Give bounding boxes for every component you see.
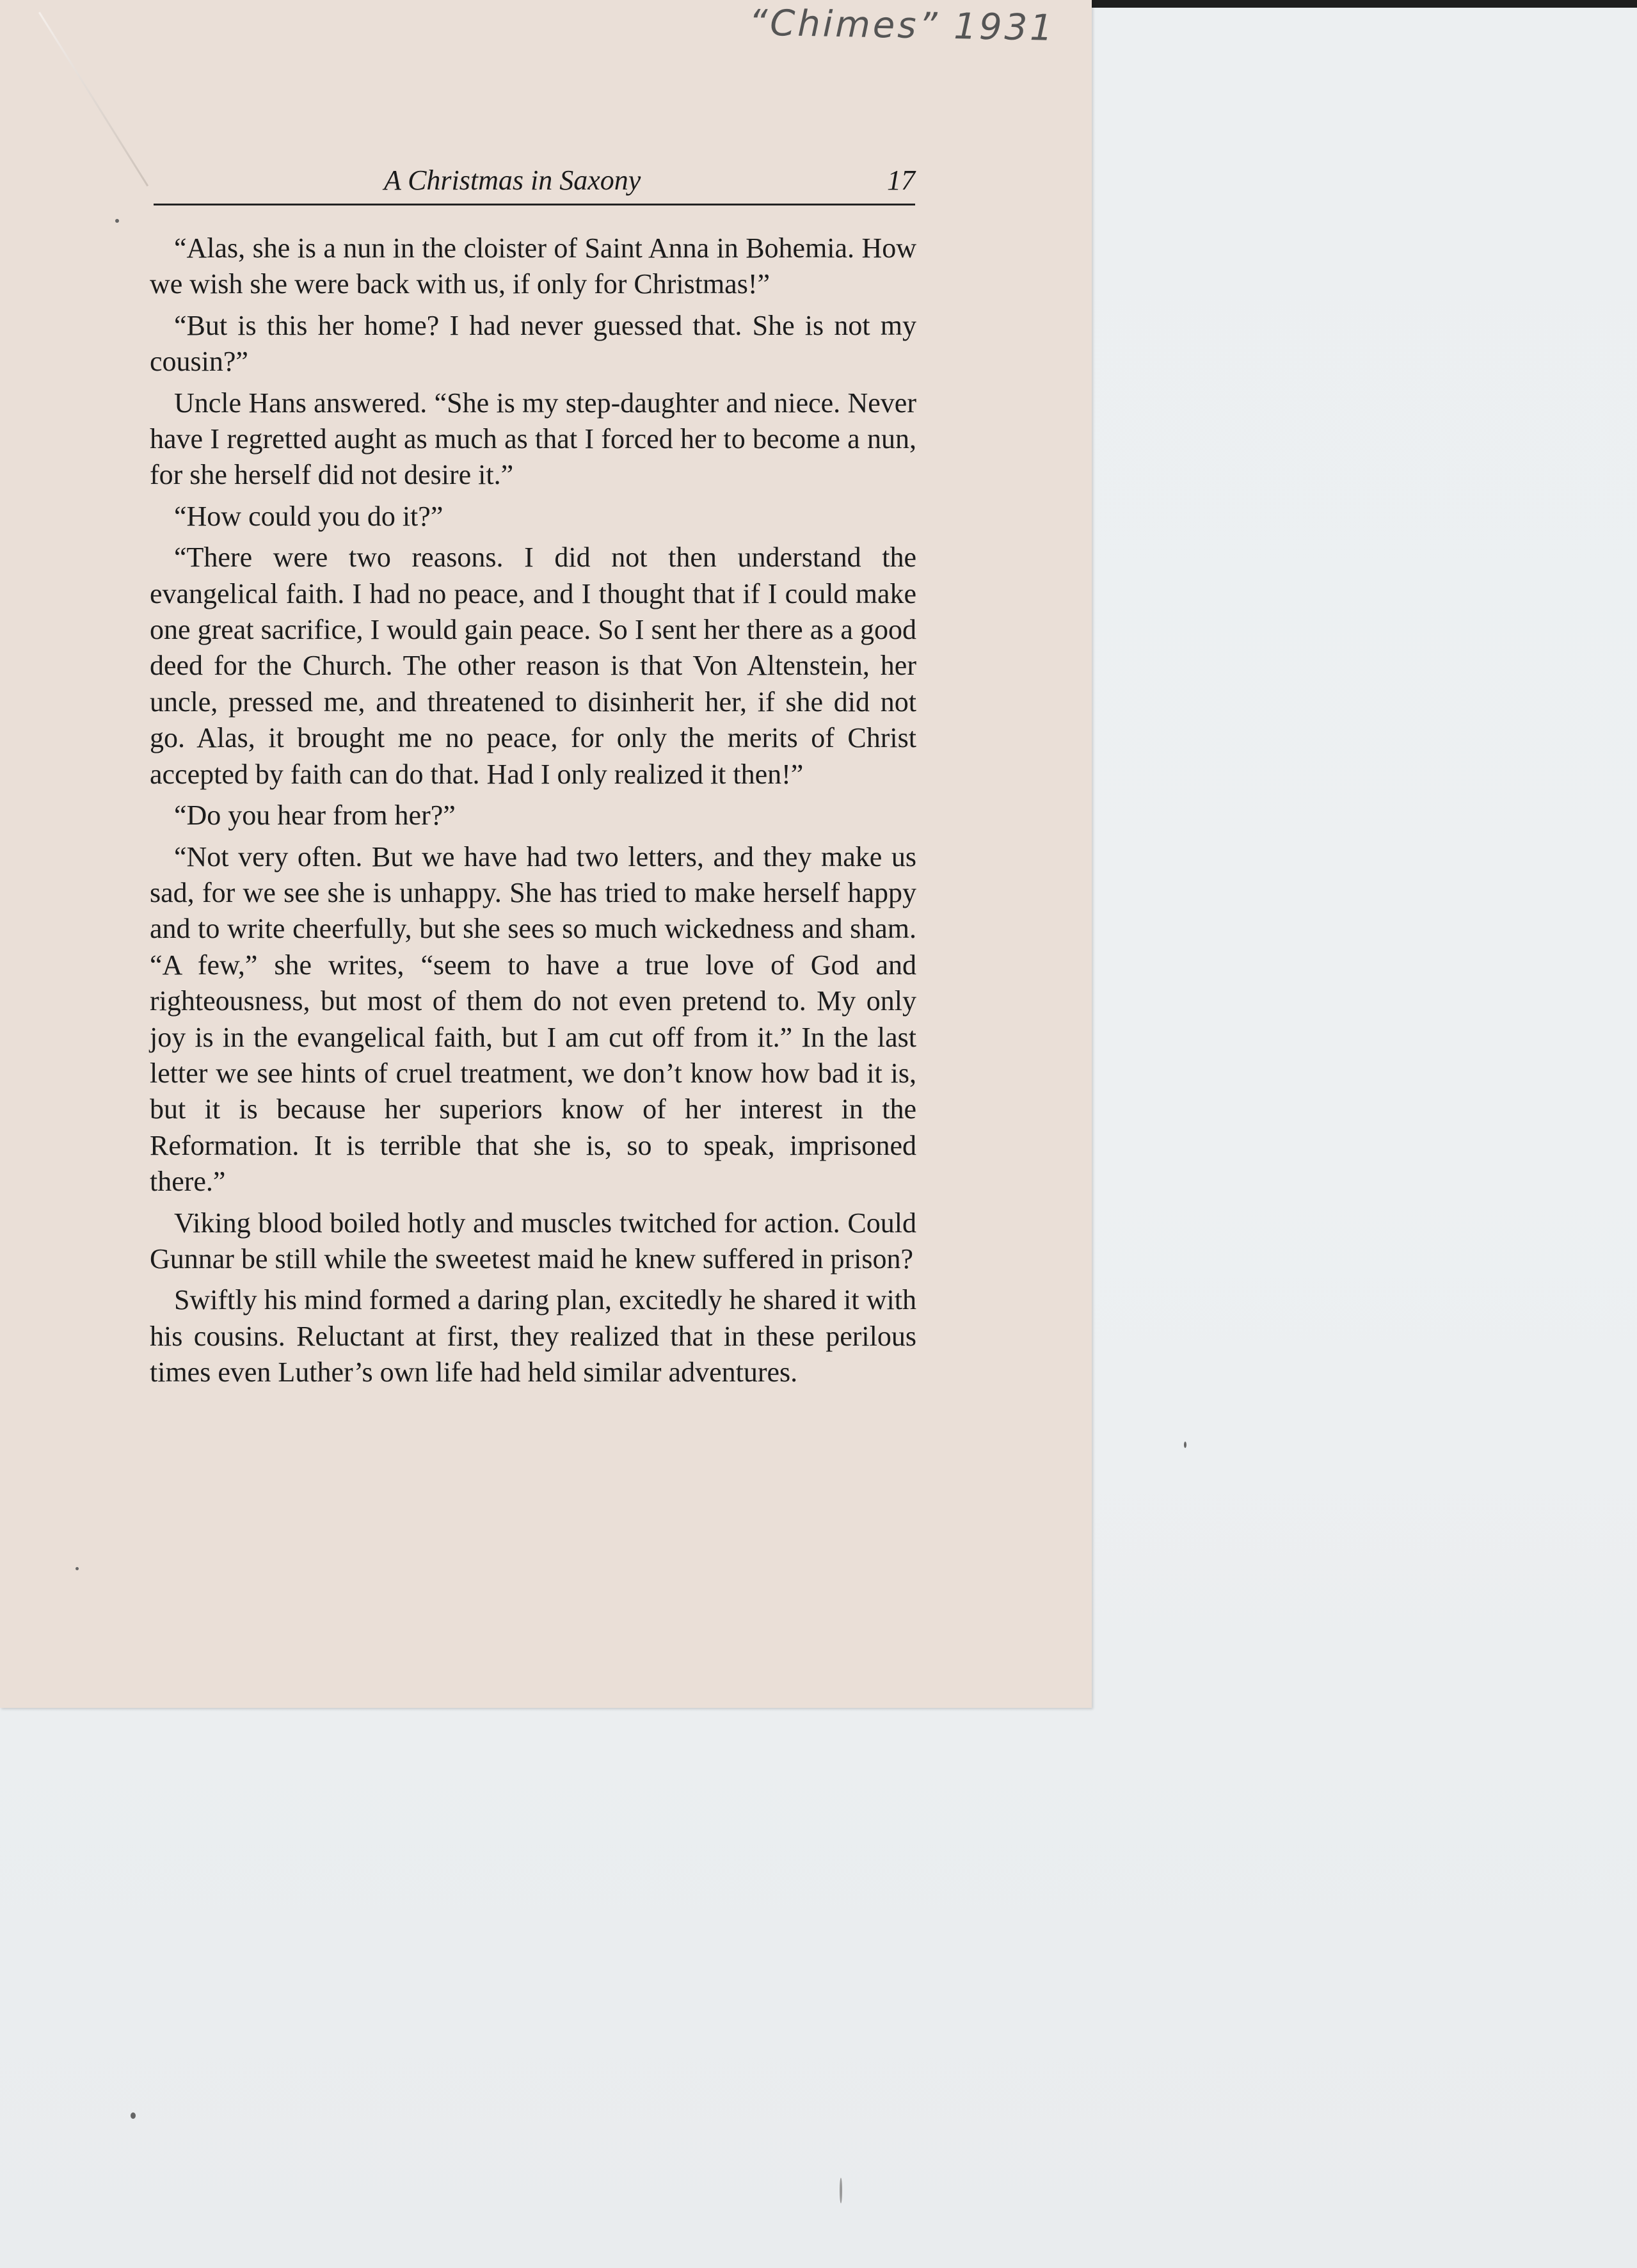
paper-speck (115, 219, 119, 223)
scanner-lid-edge (1088, 0, 1637, 8)
paragraph: “Alas, she is a nun in the cloister of Saint Anna in Bohemia. How we wish she were back with us, if only for Christmas!” (150, 232, 916, 300)
running-head (154, 159, 915, 205)
handwritten-annotation: “Chimes” 1931 (748, 2, 1056, 49)
scanner-speck (131, 2112, 136, 2119)
paragraph: Uncle Hans answered. “She is my step-daughter and niece. Never have I regretted aught as much as that I forced her to become a nun, for she herself did not desire it.” (150, 387, 916, 491)
page-number: 17 (887, 165, 915, 196)
running-head-title: A Christmas in Saxony (384, 165, 641, 196)
paragraph: Viking blood boiled hotly and muscles twitched for action. Could Gunnar be still while the sweetest maid he knew suffered in prison? (150, 1207, 916, 1275)
body-text (150, 230, 916, 1396)
page-crease (38, 12, 148, 186)
paragraph: “Do you hear from her?” (174, 800, 456, 832)
paragraph: Swiftly his mind formed a daring plan, excitedly he shared it with his cousins. Reluctant at first, they realized that in these perilous times even Luther’s own life had held similar adventures. (150, 1284, 916, 1388)
paragraph: “There were two reasons. I did not then understand the evangelical faith. I had no peace, and I thought that if I could make one great sacrifice, I would gain peace. So I sent her there as a good deed for the Church. The other reason is that Von Altenstein, her uncle, pressed me, and threatened to disinherit her, if she did not go. Alas, it brought me no peace, for only the merits of Christ accepted by faith can do that. Had I only realized it then!” (150, 542, 916, 790)
scanner-speck (1184, 1442, 1186, 1448)
scanner-speck (840, 2178, 842, 2203)
paragraph: “But is this her home? I had never guessed that. She is not my cousin?” (150, 309, 916, 378)
paragraph: “How could you do it?” (174, 500, 443, 532)
paragraph: “Not very often. But we have had two letters, and they make us sad, for we see she is unhappy. She has tried to make herself happy and to write cheerfully, but she sees so much wickedness and sham. “A few,” she writes, “seem to have a true love of God and righteousness, but most of them do not even pretend to. My only joy is in the evangelical faith, but I am cut off from it.” In the last letter we see hints of cruel treatment, we don’t know how bad it is, but it is because her superiors know of her interest in the Reformation. It is terrible that she is, so to speak, imprisoned there.” (150, 840, 916, 1198)
paper-speck (76, 1567, 79, 1570)
